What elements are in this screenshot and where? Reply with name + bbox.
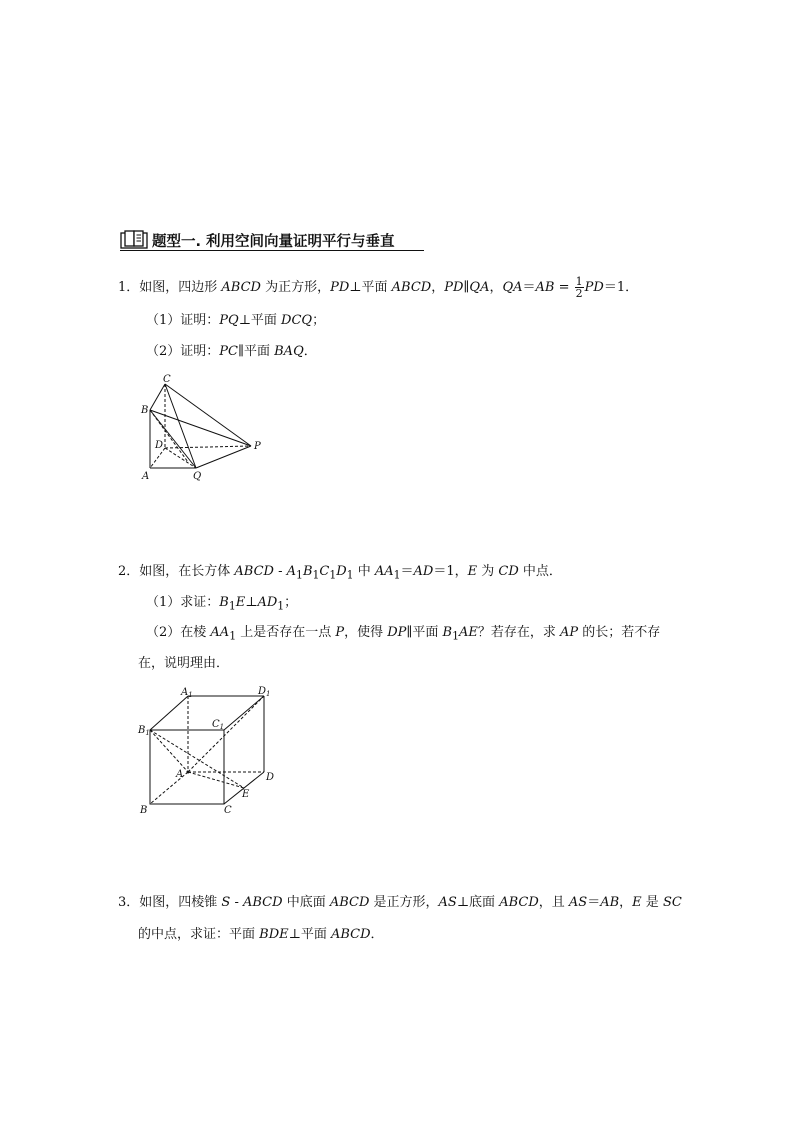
fig2-label-A: A [176,769,184,780]
fig2-label-A1: $A_1$ [181,687,193,699]
fig2-label-C: C [224,805,232,816]
fig1-label-P: P [254,441,261,452]
problem-1-part-2: （2）证明：PC∥平面 BAQ． [146,344,317,359]
problem-1-part-1: （1）证明：PQ⊥平面 DCQ； [146,313,326,328]
problem-2-part-2: （2）在棱 $AA_1$ 上是否存在一点 P，使得 DP∥平面 $B_1AE$？若存在，求 AP 的长；若不存 [146,625,661,643]
problem-3-statement: 3．如图，四棱锥 S - ABCD 中底面 ABCD 是正方形，AS⊥底面 ABCD，且 AS＝AB，E 是 SC [118,895,682,910]
problem-2-part-1: （1）求证：$B_1E\perp AD_1$； [146,595,298,613]
problem-2-figure [134,682,284,818]
fig1-label-B: B [141,405,149,416]
fig2-label-E: E [242,789,250,800]
title-underline [120,250,424,251]
fig1-label-C: C [163,374,171,385]
fig2-label-C1: $C_1$ [212,719,225,731]
fig1-label-A: A [142,471,150,482]
fraction-one-half: $\frac{1}{2}$ [575,275,583,300]
problem-2-statement: 2．如图，在长方体 ABCD - $A_1B_1C_1D_1$ 中 $AA_1=AD=1$，E 为 CD 中点． [118,564,562,582]
fig2-label-B1: $B_1$ [138,725,150,737]
fig1-label-D: D [155,440,164,451]
fig1-label-Q: Q [193,471,202,482]
problem-1-figure [136,374,272,484]
problem-3-statement-continued: 的中点，求证：平面 BDE⊥平面 ABCD． [138,927,384,942]
fig2-label-B: B [140,805,148,816]
section-title: 题型一. 利用空间向量证明平行与垂直 [152,234,395,250]
fig2-label-D: D [266,772,275,783]
fig2-label-D1: $D_1$ [258,686,271,698]
problem-1-statement: 1．如图，四边形 ABCD 为正方形，PD⊥平面 ABCD，PD∥QA，QA＝AB = $\frac{1}{2}$ PD＝1． [118,275,639,300]
open-book-icon [120,230,150,250]
problem-2-part-2-continued: 在，说明理由． [138,656,230,671]
